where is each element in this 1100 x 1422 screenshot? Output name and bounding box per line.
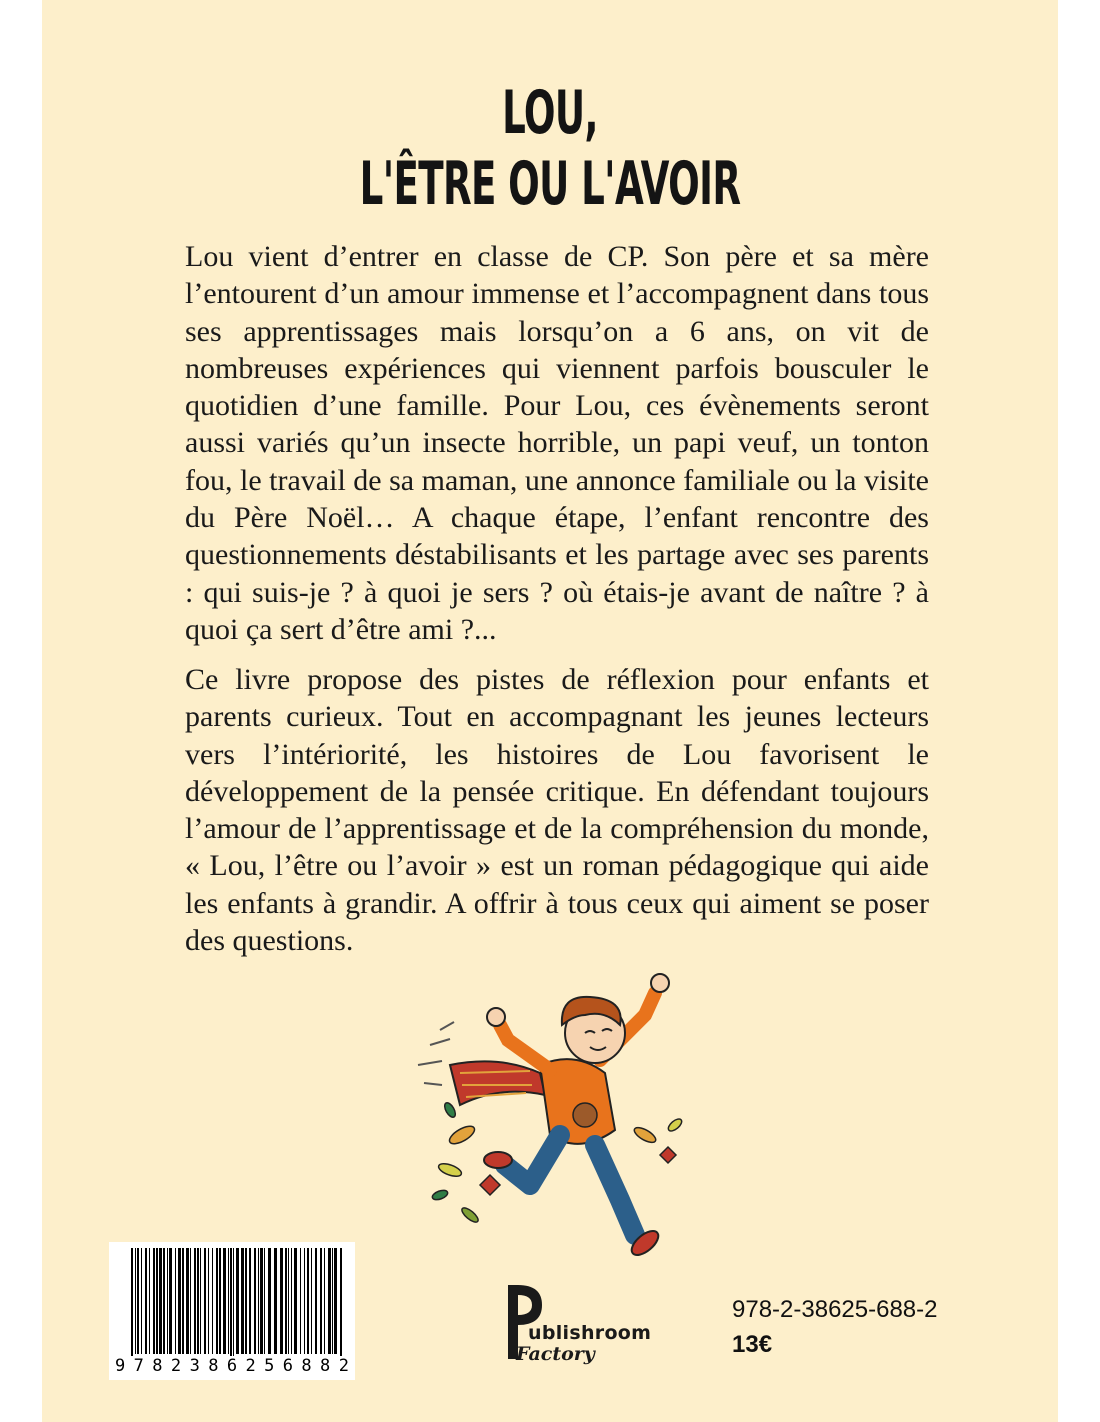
barcode-bar (135, 1248, 136, 1354)
barcode-bar (194, 1248, 196, 1354)
barcode-bar (311, 1248, 312, 1354)
barcode-bar (285, 1248, 287, 1354)
left-leg (505, 1135, 560, 1185)
barcode-bar (178, 1248, 181, 1354)
barcode-bar (208, 1248, 209, 1354)
publisher-name-line-1: ublishroom (528, 1322, 652, 1344)
barcode-digit: 9 (115, 1356, 126, 1376)
blurb-paragraph-1: Lou vient d’entrer en classe de CP. Son père et sa mère l’entourent d’un amour immense et l’accompagnent dans tous ses apprentissages mais lorsqu’on a 6 ans, on vit de nombreuses expériences qui viennent parfois bousculer le quotidien d’une famille. Pour Lou, ces évènements seront aussi variés qu’un insecte horrible, un papi veuf, un tonton fou, le travail de sa maman, une annonce familiale ou la visite du Père Noël… A chaque étape, l’enfant rencontre des questionnements déstabilisants et les partage avec ses parents : qui suis-je ? à quoi je sers ? où étais-je avant de naître ? à quoi ça sert d’être ami ?... (185, 240, 929, 646)
barcode-digit: 3 (189, 1356, 200, 1376)
barcode-digit: 2 (170, 1356, 182, 1376)
barcode-bar (236, 1248, 239, 1354)
barcode-bar (204, 1248, 206, 1354)
barcode-bar (233, 1248, 234, 1356)
barcode-bar (334, 1248, 337, 1354)
publisher-logo (504, 1283, 654, 1373)
barcode-bar (219, 1248, 221, 1354)
barcode-bar (315, 1248, 317, 1354)
barcode-digit: 8 (320, 1356, 331, 1376)
barcode-bar (241, 1248, 244, 1354)
barcode-bar (190, 1248, 191, 1354)
barcode-bar (141, 1248, 142, 1354)
barcode-bar (131, 1248, 133, 1356)
left-shoe (484, 1152, 512, 1168)
barcode-bar (167, 1248, 168, 1354)
barcode-bar (137, 1248, 139, 1354)
barcode-bar (245, 1248, 247, 1354)
barcode-bar (223, 1248, 226, 1354)
barcode-bar (230, 1248, 232, 1356)
barcode-bar (254, 1248, 256, 1354)
right-leg (595, 1145, 635, 1235)
barcode-bar (258, 1248, 259, 1354)
barcode-bar (249, 1248, 251, 1354)
child-dancing-illustration (390, 955, 700, 1275)
barcode-digit: 7 (133, 1356, 144, 1376)
barcode-bar (200, 1248, 201, 1354)
book-title (235, 78, 865, 220)
barcode-bar (186, 1248, 189, 1354)
barcode (109, 1242, 355, 1380)
barcode-bar (268, 1248, 271, 1354)
barcode-bar (300, 1248, 301, 1354)
right-hand (651, 974, 669, 992)
barcode-bar (228, 1248, 229, 1354)
barcode-bar (182, 1248, 184, 1354)
barcode-digit: 6 (282, 1356, 294, 1376)
barcode-bar (216, 1248, 218, 1354)
barcode-bar (304, 1248, 305, 1354)
barcode-digit: 2 (338, 1356, 349, 1376)
barcode-bar (175, 1248, 176, 1354)
barcode-digit: 5 (264, 1356, 275, 1376)
blurb-paragraph-2: Ce livre propose des pistes de réflexion pour enfants et parents curieux. Tout en accompagnant les jeunes lecteurs vers l’intériorité, les histoires de Lou favorisent le développement de la pensée critique. En défendant toujours l’amour de l’apprentissage et de la compréhension du monde, « Lou, l’être ou l’avoir » est un roman pédagogique qui aide les enfants à grandir. A offrir à tous ceux qui aiment se poser des questions. (185, 663, 929, 958)
barcode-digit: 8 (152, 1356, 163, 1376)
barcode-bar (332, 1248, 333, 1354)
barcode-bar (153, 1248, 155, 1354)
barcode-bar (328, 1248, 331, 1354)
barcode-bars (109, 1242, 355, 1356)
publisher-name-line-2: Factory (516, 1343, 595, 1365)
barcode-bar (159, 1248, 162, 1354)
barcode-bar (294, 1248, 297, 1354)
barcode-bar (260, 1248, 263, 1354)
left-hand (487, 1008, 505, 1026)
barcode-bar (288, 1248, 289, 1354)
title-line-1: LOU, (502, 78, 598, 148)
barcode-bar (264, 1248, 265, 1354)
wind-lines (418, 1022, 454, 1085)
barcode-bar (149, 1248, 150, 1354)
barcode-digit: 8 (301, 1356, 312, 1376)
barcode-bar (212, 1248, 213, 1354)
barcode-bar (156, 1248, 158, 1354)
price: 13€ (732, 1331, 773, 1358)
barcode-bar (307, 1248, 309, 1354)
bear-pocket (573, 1103, 597, 1127)
barcode-digit: 8 (208, 1356, 219, 1376)
title-line-2: L'ÊTRE OU L'AVOIR (359, 149, 741, 219)
barcode-digit: 2 (245, 1356, 256, 1376)
barcode-bar (320, 1248, 322, 1354)
barcode-digits (109, 1356, 355, 1376)
barcode-bar (274, 1248, 277, 1354)
barcode-bar (280, 1248, 283, 1354)
barcode-bar (291, 1248, 292, 1354)
barcode-bar (163, 1248, 165, 1354)
barcode-digit: 6 (226, 1356, 238, 1376)
isbn-number: 978-2-38625-688-2 (732, 1296, 938, 1323)
barcode-bar (340, 1248, 342, 1356)
barcode-bar (169, 1248, 172, 1354)
book-back-cover (42, 0, 1058, 1422)
barcode-bar (145, 1248, 147, 1354)
barcode-bar (197, 1248, 199, 1354)
barcode-bar (324, 1248, 325, 1354)
